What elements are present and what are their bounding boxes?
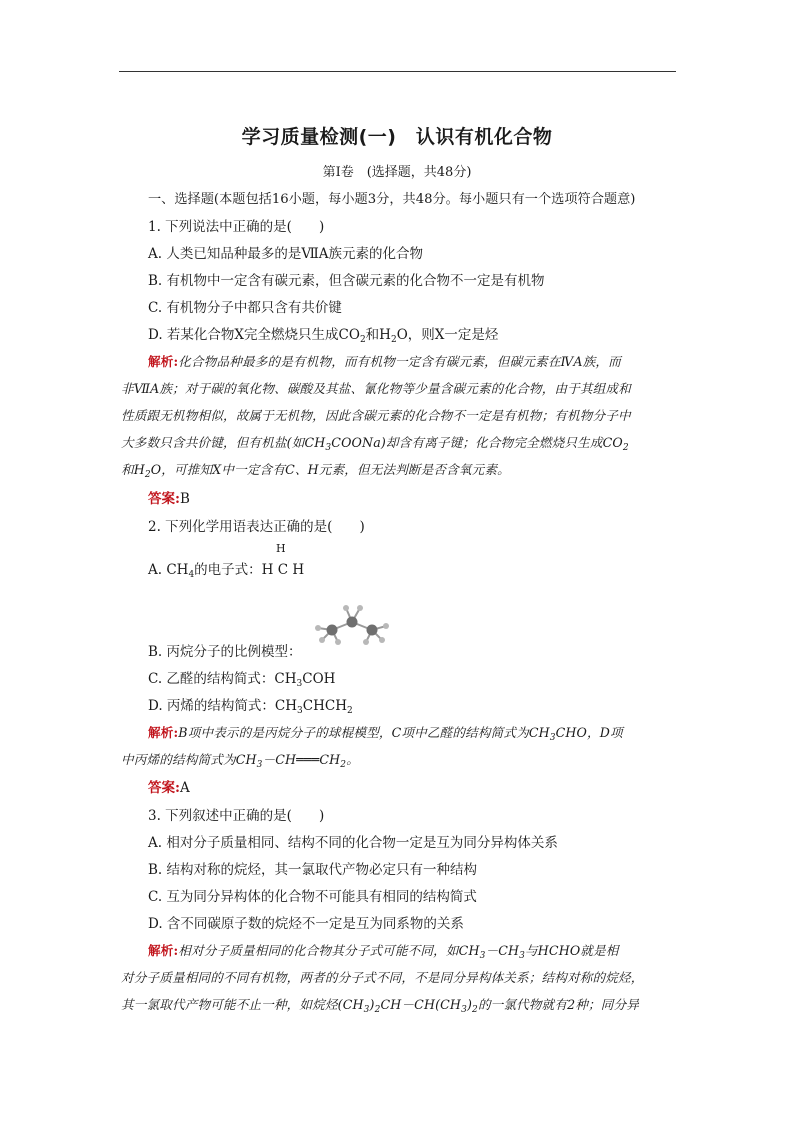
q2-option-a: A. $CH_4$的电子式：H C H bbox=[148, 562, 305, 580]
q1-answer: 答案:B bbox=[148, 491, 190, 507]
q1-option-d: D. 若某化合物X完全燃烧只生成$CO_2$和$H_2O$，则X一定是烃 bbox=[148, 327, 499, 345]
q1-stem: 1. 下列说法中正确的是( ) bbox=[148, 219, 325, 235]
q1-explanation-line-1: 解析:化合物品种最多的是有机物，而有机物一定含有碳元素，但碳元素在ⅣA族，而 bbox=[148, 354, 621, 369]
q1-explanation-line-2: 非ⅦA族；对于碳的氧化物、碳酸及其盐、氰化物等少量含碳元素的化合物，由于其组成和 bbox=[121, 381, 631, 396]
q2-option-d: D. 丙烯的结构简式：$CH_3CHCH_2$ bbox=[148, 698, 353, 716]
q1-option-c: C. 有机物分子中都只含有共价键 bbox=[148, 300, 342, 316]
q3-option-d: D. 含不同碳原子数的烷烃不一定是互为同系物的关系 bbox=[148, 916, 464, 932]
answer-label: 答案: bbox=[148, 491, 180, 507]
q2-option-b: B. 丙烷分子的比例模型： bbox=[148, 644, 302, 660]
q2-stem: 2. 下列化学用语表达正确的是( ) bbox=[148, 519, 365, 535]
propane-ball-stick-model-icon bbox=[310, 600, 394, 648]
instructions: 一、选择题(本题包括16小题，每小题3分，共48分。每小题只有一个选项符合题意) bbox=[148, 192, 636, 207]
q1-option-a: A. 人类已知品种最多的是ⅦA族元素的化合物 bbox=[148, 246, 424, 262]
explanation-label: 解析: bbox=[148, 354, 179, 369]
q1-explanation-line-5: 和$H_2O$，可推知X中一定含有C、H元素，但无法判断是否含氧元素。 bbox=[121, 462, 510, 480]
section-heading: 第Ⅰ卷 (选择题，共48分) bbox=[322, 165, 472, 180]
electron-formula: H C H bbox=[261, 562, 305, 578]
page-title: 学习质量检测(一) 认识有机化合物 bbox=[241, 126, 553, 148]
explanation-label: 解析: bbox=[148, 943, 179, 958]
q3-option-a: A. 相对分子质量相同、结构不同的化合物一定是互为同分异构体关系 bbox=[148, 835, 558, 851]
q2-answer: 答案:A bbox=[148, 780, 190, 796]
q3-option-b: B. 结构对称的烷烃，其一氯取代产物必定只有一种结构 bbox=[148, 862, 478, 878]
q1-explanation-line-4: 大多数只含共价键，但有机盐(如$CH_3COONa$)却含有离子键；化合物完全燃烧只生成$CO_2$ bbox=[121, 435, 629, 453]
q1-option-b: B. 有机物中一定含有碳元素，但含碳元素的化合物不一定是有机物 bbox=[148, 273, 545, 289]
electron-formula-top-h: H bbox=[276, 542, 286, 555]
q3-explanation-line-2: 对分子质量相同的不同有机物，两者的分子式不同，不是同分异构体关系；结构对称的烷烃， bbox=[121, 970, 644, 985]
answer-label: 答案: bbox=[148, 780, 180, 796]
header-rule bbox=[119, 71, 676, 72]
explanation-label: 解析: bbox=[148, 725, 179, 740]
q3-explanation-line-3: 其一氯取代产物可能不止一种，如烷烃$(CH_3)_2CH-CH(CH_3)_2$的一氯代物就有2种；同分异 bbox=[121, 997, 640, 1015]
q3-option-c: C. 互为同分异构体的化合物不可能具有相同的结构简式 bbox=[148, 889, 477, 905]
q3-explanation-line-1: 解析:相对分子质量相同的化合物其分子式可能不同，如$CH_3-CH_3$与HCHO就是相 bbox=[148, 943, 619, 961]
q1-explanation-line-3: 性质跟无机物相似，故属于无机物，因此含碳元素的化合物不一定是有机物；有机物分子中 bbox=[121, 408, 631, 423]
q3-stem: 3. 下列叙述中正确的是( ) bbox=[148, 808, 325, 824]
q2-explanation-line-2: 中丙烯的结构简式为$CH_3-CH═══CH_2$。 bbox=[121, 752, 359, 770]
q2-explanation-line-1: 解析:B项中表示的是丙烷分子的球棍模型，C项中乙醛的结构简式为$CH_3CHO$，D项 bbox=[148, 725, 623, 743]
q2-option-c: C. 乙醛的结构简式：$CH_3COH$ bbox=[148, 671, 336, 689]
